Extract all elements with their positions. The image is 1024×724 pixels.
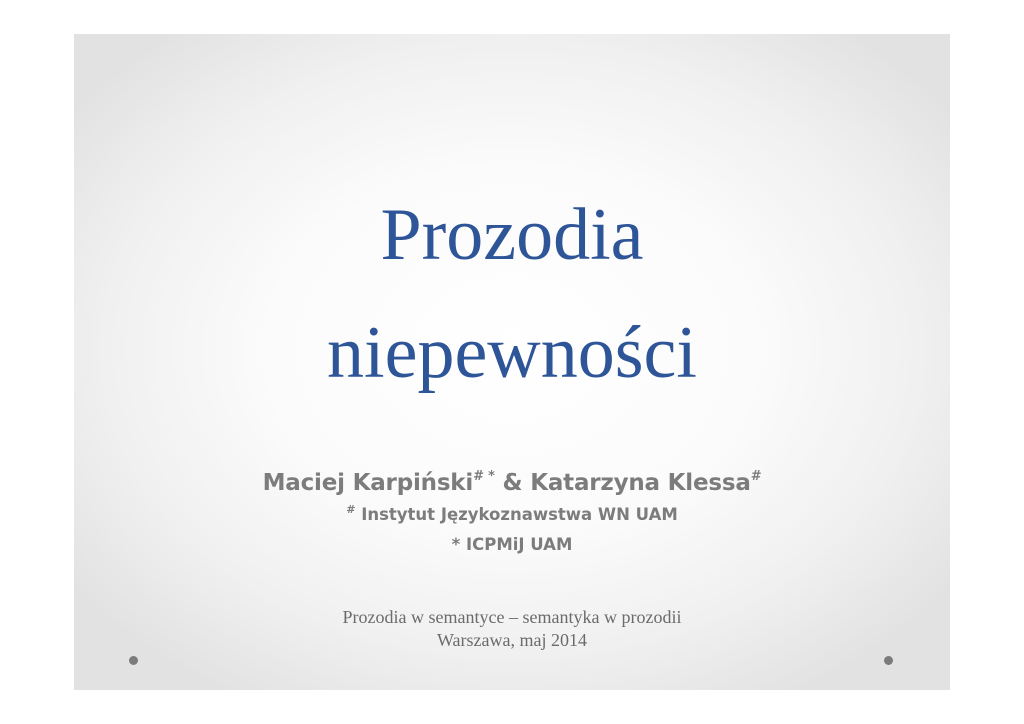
authors-block [74,466,950,560]
event-info [74,606,950,652]
author-2: Katarzyna Klessa [530,470,751,496]
author-1: Maciej Karpiński [262,470,474,496]
affiliation-2-text: * ICPMiJ UAM [451,535,573,554]
bullet-dot-left-icon [129,656,138,665]
event-place-date: Warszawa, maj 2014 [437,630,587,650]
event-name: Prozodia w semantyce – semantyka w prozodii [342,607,682,627]
slide-title [74,176,950,412]
author-names [74,466,950,500]
affiliation-1 [74,500,950,530]
author-1-affiliation-marks: # * [473,469,495,484]
affiliation-1-text: Instytut Językoznawstwa WN UAM [355,505,678,524]
title-line-1: Prozodia [380,194,644,276]
title-slide [74,34,950,690]
bullet-dot-right-icon [884,656,893,665]
author-2-affiliation-mark: # [750,469,762,484]
affiliation-2 [74,530,950,560]
affiliation-1-mark: # [346,503,356,516]
author-conjunction: & [494,470,531,496]
title-line-2: niepewności [327,312,697,394]
